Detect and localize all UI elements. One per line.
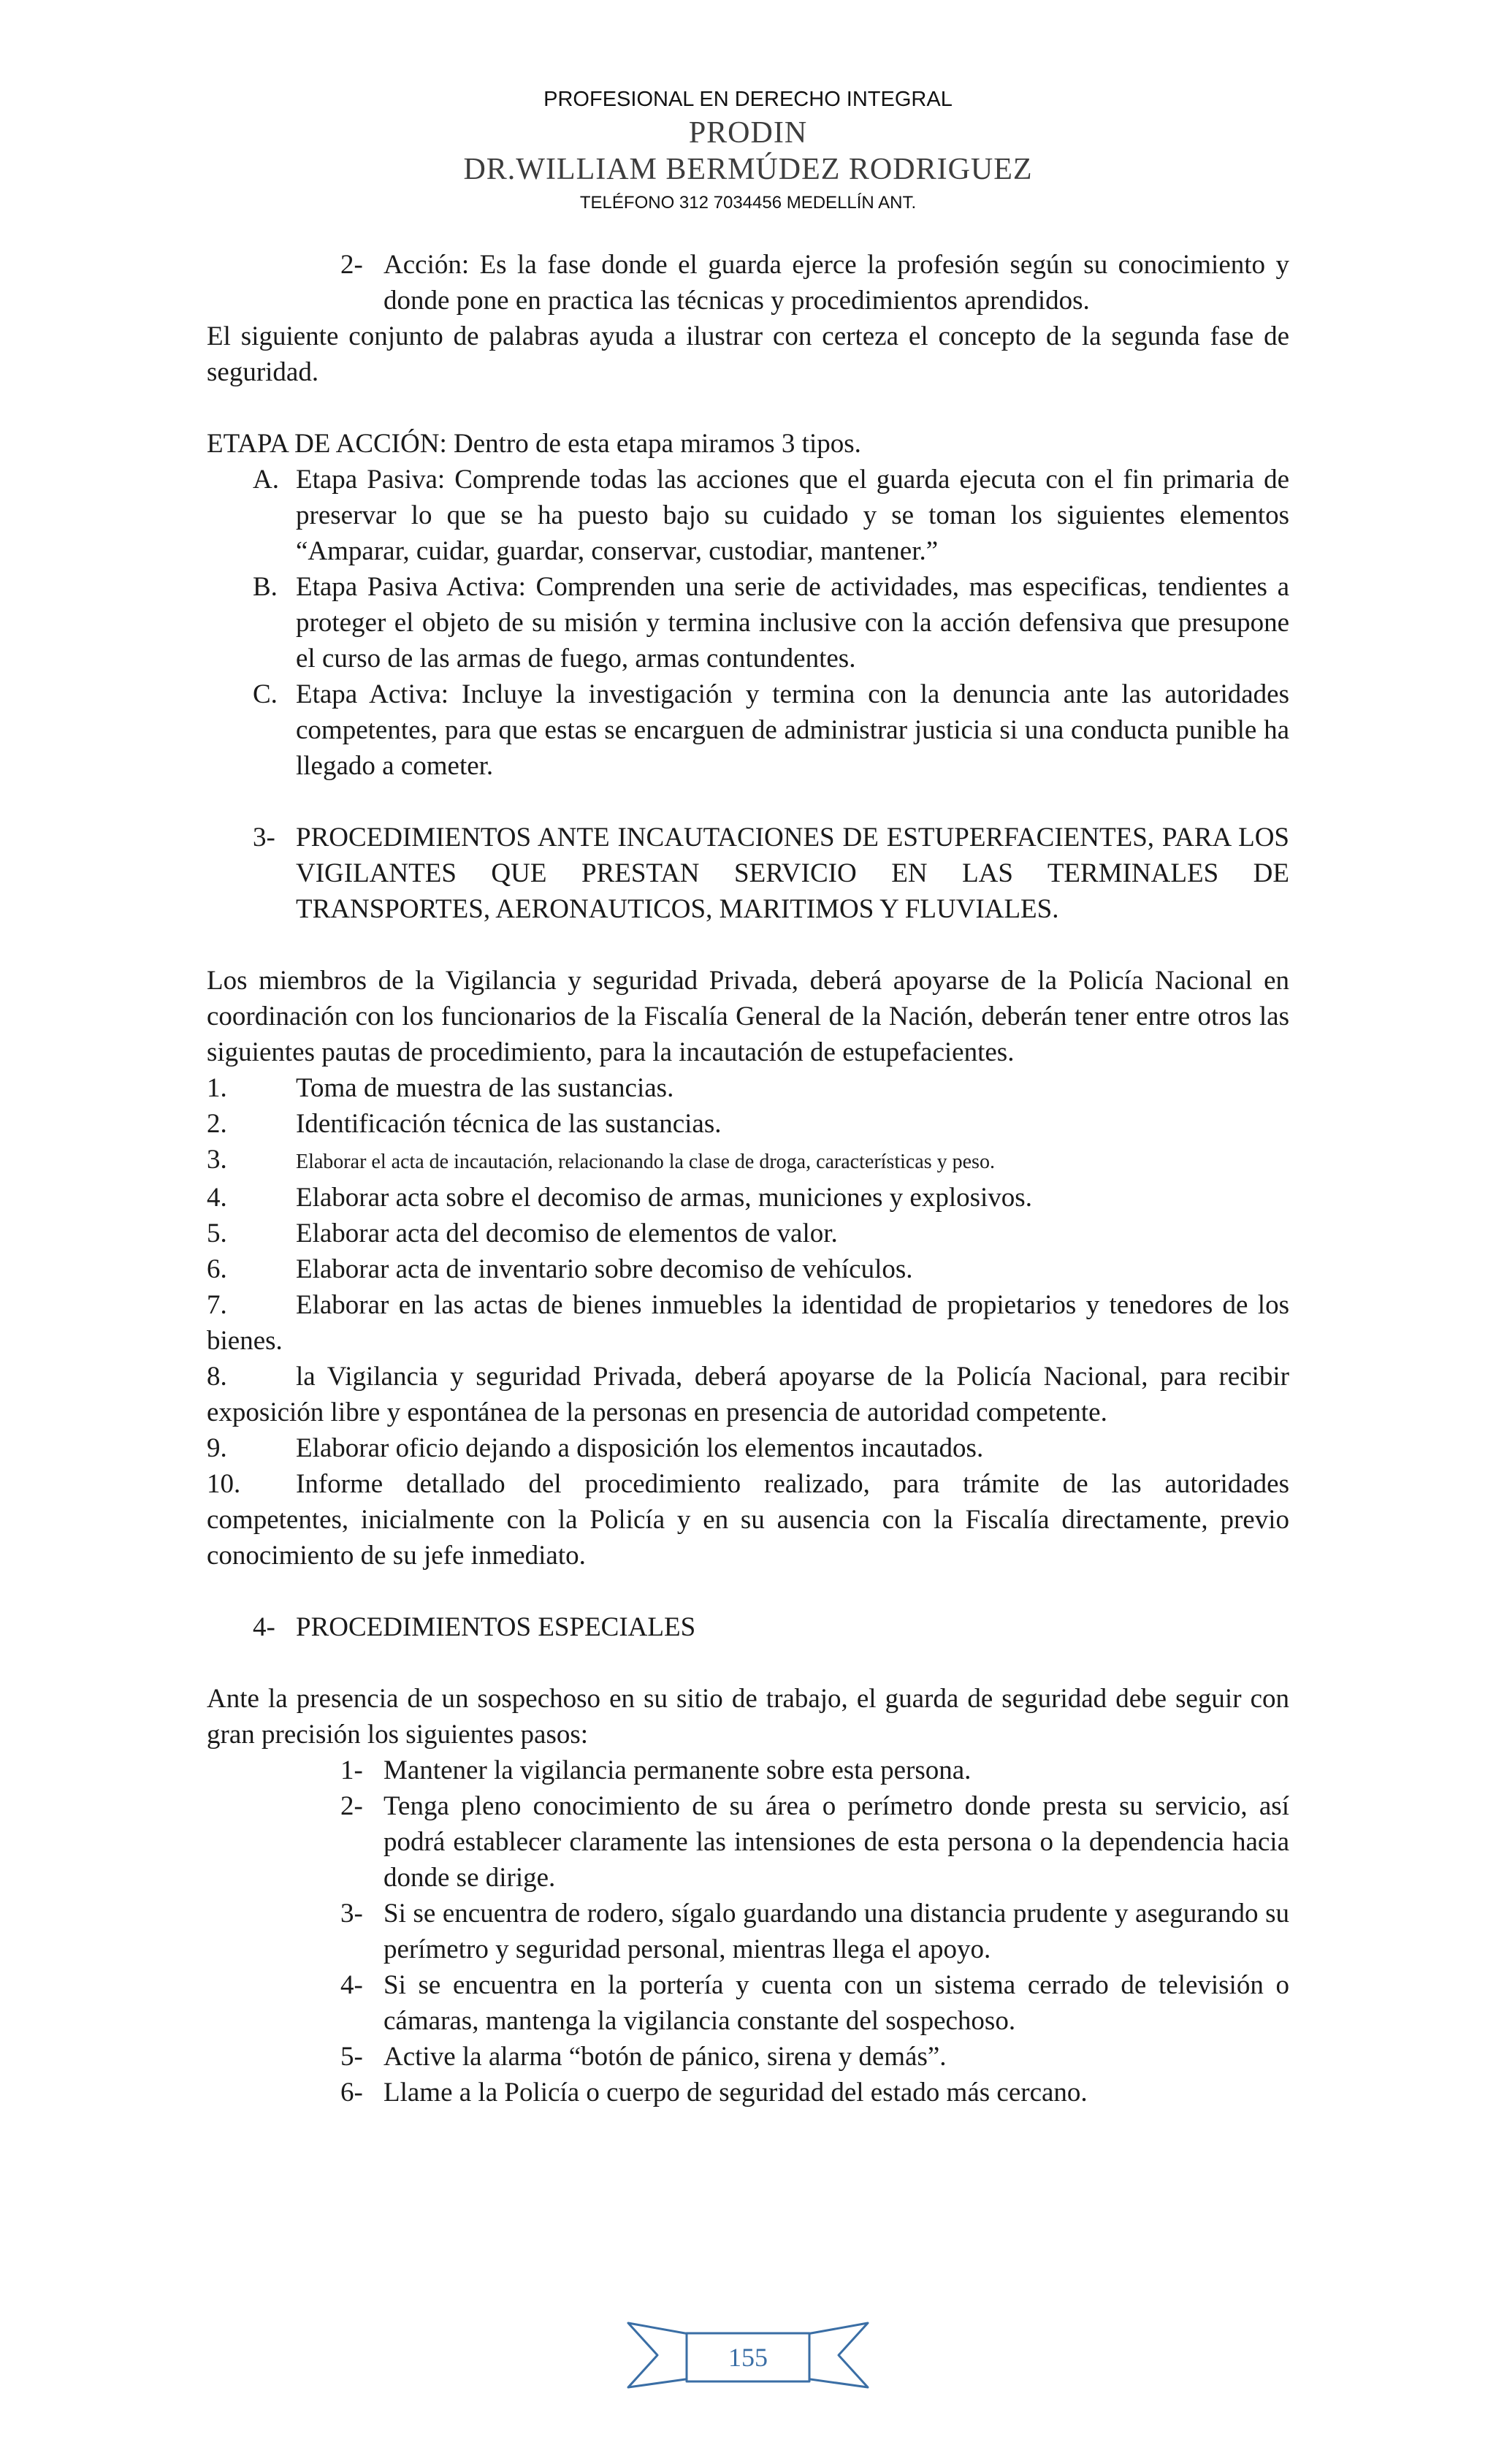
list-marker: 6-	[340, 2078, 363, 2108]
list-item-text: Etapa Activa: Incluye la investigación y termina con la denuncia ante las autoridades competentes, para que estas se encarguen de administrar justicia si una conducta punible ha llegado a cometer.	[296, 679, 1289, 781]
step-number: 6.	[207, 1254, 227, 1284]
step-5	[207, 1216, 1289, 1251]
intro-paragraph: El siguiente conjunto de palabras ayuda a ilustrar con certeza el concepto de la segunda fase de seguridad.	[207, 321, 1289, 387]
list-item-text: Si se encuentra de rodero, sígalo guardando una distancia prudente y asegurando su perímetro y seguridad personal, mientras llega el apoyo.	[383, 1899, 1289, 1964]
list-item-text: Si se encuentra en la portería y cuenta con un sistema cerrado de televisión o cámaras, mantenga la vigilancia constante del sospechoso.	[383, 1970, 1289, 2036]
step-text: Elaborar acta sobre el decomiso de armas, municiones y explosivos.	[296, 1183, 1032, 1213]
step-text: la Vigilancia y seguridad Privada, deberá apoyarse de la Policía Nacional, para recibir exposición libre y espontánea de la personas en presencia de autoridad competente.	[207, 1362, 1289, 1427]
list-item-text: Etapa Pasiva Activa: Comprenden una serie de actividades, mas especificas, tendientes a proteger el objeto de su misión y termina inclusive con la acción defensiva que presupone el curso de las armas de fuego, armas contundentes.	[296, 572, 1289, 674]
step-text: Elaborar acta del decomiso de elementos de valor.	[296, 1218, 838, 1248]
suspect-step-4	[207, 1967, 1289, 2039]
list-marker: 2-	[340, 1791, 363, 1821]
step-number: 7.	[207, 1290, 227, 1320]
step-6	[207, 1251, 1289, 1287]
list-marker: B.	[253, 572, 278, 602]
list-marker: 1-	[340, 1755, 363, 1785]
step-number: 2.	[207, 1109, 227, 1139]
section-title: PROCEDIMIENTOS ESPECIALES	[296, 1612, 696, 1642]
section-title: PROCEDIMIENTOS ANTE INCAUTACIONES DE ESTUPERFACIENTES, PARA LOS VIGILANTES QUE PRESTAN SERVICIO EN LAS TERMINALES DE TRANSPORTES, AERONAUTICOS, MARITIMOS Y FLUVIALES.	[296, 823, 1289, 924]
list-item-text: Tenga pleno conocimiento de su área o perímetro donde presta su servicio, así podrá establecer claramente las intensiones de esta persona o la dependencia hacia donde se dirige.	[383, 1791, 1289, 1893]
step-text: Informe detallado del procedimiento realizado, para trámite de las autoridades competentes, inicialmente con la Policía y en su ausencia con la Fiscalía directamente, previo conocimiento de su jefe inmediato.	[207, 1469, 1289, 1571]
list-item-text: Acción: Es la fase donde el guarda ejerce la profesión según su conocimiento y donde pone en practica las técnicas y procedimientos aprendidos.	[383, 250, 1289, 316]
list-marker: C.	[253, 679, 278, 709]
header-line-2: PRODIN	[688, 116, 808, 150]
step-7	[207, 1287, 1289, 1359]
step-number: 1.	[207, 1073, 227, 1103]
list-marker: 2-	[340, 250, 363, 280]
step-number: 5.	[207, 1218, 227, 1248]
page-number: 155	[728, 2343, 768, 2372]
step-text: Toma de muestra de las sustancias.	[296, 1073, 674, 1103]
suspect-step-2	[207, 1788, 1289, 1896]
list-item-text: Active la alarma “botón de pánico, sirena y demás”.	[383, 2042, 947, 2072]
etapa-item-b	[207, 569, 1289, 676]
step-4	[207, 1180, 1289, 1216]
section-marker: 3-	[253, 823, 275, 853]
suspect-step-5	[207, 2039, 1289, 2075]
list-marker: 4-	[340, 1970, 363, 2000]
step-number: 3.	[207, 1145, 227, 1175]
section-4-intro: Ante la presencia de un sospechoso en su sitio de trabajo, el guarda de seguridad debe seguir con gran precisión los siguientes pasos:	[207, 1684, 1289, 1750]
step-number: 8.	[207, 1362, 227, 1392]
etapa-item-c	[207, 676, 1289, 784]
header-line-1: PROFESIONAL EN DERECHO INTEGRAL	[543, 88, 953, 111]
section-3-intro: Los miembros de la Vigilancia y seguridad Privada, deberá apoyarse de la Policía Nacional en coordinación con los funcionarios de la Fiscalía General de la Nación, deberán tener entre otros las siguientes pautas de procedimiento, para la incautación de estupefacientes.	[207, 966, 1289, 1067]
step-number: 10.	[207, 1469, 241, 1499]
step-9	[207, 1430, 1289, 1466]
document-body	[207, 247, 1289, 2110]
header-line-3: DR.WILLIAM BERMÚDEZ RODRIGUEZ	[463, 153, 1033, 186]
step-text: Elaborar el acta de incautación, relacionando la clase de droga, características y peso.	[296, 1151, 995, 1173]
etapa-heading: ETAPA DE ACCIÓN: Dentro de esta etapa miramos 3 tipos.	[207, 429, 861, 459]
header-line-4: TELÉFONO 312 7034456 MEDELLÍN ANT.	[579, 193, 917, 213]
step-number: 9.	[207, 1433, 227, 1463]
step-10	[207, 1466, 1289, 1574]
section-4-title	[207, 1609, 1289, 1645]
step-1	[207, 1070, 1289, 1106]
step-text: Elaborar en las actas de bienes inmuebles la identidad de propietarios y tenedores de los bienes.	[207, 1290, 1289, 1356]
step-2	[207, 1106, 1289, 1142]
list-item-text: Mantener la vigilancia permanente sobre esta persona.	[383, 1755, 972, 1785]
suspect-step-6	[207, 2075, 1289, 2110]
step-text: Elaborar acta de inventario sobre decomiso de vehículos.	[296, 1254, 913, 1284]
section-3-title	[207, 820, 1289, 927]
suspect-step-3	[207, 1896, 1289, 1967]
step-8	[207, 1359, 1289, 1430]
list-marker: 3-	[340, 1899, 363, 1929]
accion-item	[207, 247, 1289, 319]
list-item-text: Etapa Pasiva: Comprende todas las acciones que el guarda ejecuta con el fin primaria de preservar lo que se ha puesto bajo su cuidado y se toman los siguientes elementos “Amparar, cuidar, guardar, conservar, custodiar, mantener.”	[296, 465, 1289, 566]
suspect-step-1	[207, 1752, 1289, 1788]
list-item-text: Llame a la Policía o cuerpo de seguridad del estado más cercano.	[383, 2078, 1088, 2108]
section-marker: 4-	[253, 1612, 275, 1642]
list-marker: A.	[253, 465, 279, 495]
etapa-item-a	[207, 462, 1289, 569]
step-text: Identificación técnica de las sustancias.	[296, 1109, 722, 1139]
step-number: 4.	[207, 1183, 227, 1213]
step-3	[207, 1142, 1289, 1180]
step-text: Elaborar oficio dejando a disposición los elementos incautados.	[296, 1433, 984, 1463]
list-marker: 5-	[340, 2042, 363, 2072]
